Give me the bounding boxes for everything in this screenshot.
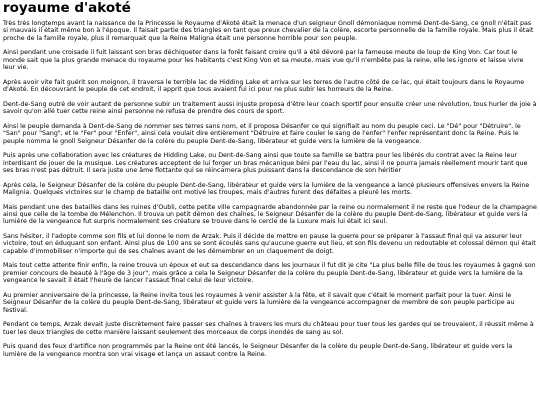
paragraph: Sans hésiter, il l'adopte comme son fils et lui donne le nom de Arzak. Puis il décide de mettre en pause la guerre pour se préparer à l'assaut final qui va assurer leur victoire, tout en éduquant son enfant. Ainsi plus de 100 ans se sont écoulés sans qu'aucune guerre eut lieu, et son fils devenu un redoutable et colossal démon qui était capable d'immobiliser n'importe qui de ses chaînes avant de les démembrer en un claquement de doigt. — [3, 233, 536, 255]
paragraph: Après cela, le Seigneur Désanfer de la colère du peuple Dent-de-Sang, libérateur et guide vers la lumière de la vengeance a lancé plusieurs offensives envers la Reine Malignia. Quelques victoires sur le champ de bataille ont motivé les troupes, mais d'autres furent des défaites a pleuré les morts. — [3, 181, 530, 197]
paragraph: Après avoir vite fait guérit son moignon, il traversa le terrible lac de Hidding Lake et arriva sur les terres de l'autre côté de ce lac, qui était toujours dans le Royaume d'Akoté. En découvrant le peuple de cet endroit, il apprit que tous avaient fui ici pour ne plus subir les horreurs de la Reine. — [3, 78, 525, 94]
paragraph: Pendant ce temps, Arzak devait juste discrètement faire passer ses chaînes à travers les murs du château pour tuer tous les gardes qui se trouvaient, il réussit même à tuer les deux triangles de cette manière laissant seulement des morceaux de corps inondés de sang au sol. — [3, 321, 534, 336]
paragraph: Au premier anniversaire de la princesse, la Reine invita tous les royaumes à venir assister à la fête, et il savait que c'était le moment parfait pour la tuer. Ainsi le Seigneur Désanfer de la colère du peuple Dent-de-Sang, libérateur et guide vers la lumière de la vengeance accompagner de membre de son peuple participe au festival. — [3, 291, 515, 314]
paragraph: Ainsi pendant une croisade il fuit laissant son bras déchiqueter dans la forêt faisant croire qu'il a été dévoré par la fameuse meute de loup de King Von. Car tout le monde sait que la plus grande menace du royaume pour les habitants c'est King Von et sa meute, mais vue qu'il n'embête pas la reine, elle les ignore et laisse vivre leur vie. — [3, 49, 524, 72]
paragraph: Mais tout cette attente finir enfin, la reine trouva un époux et eut sa descendance dans les journaux il fut dit je cite "La plus belle fille de tous les royaumes à gagné son premier concours de beauté à l'âge de 3 jour", mais grâce a cela le Seigneur Désanfer de la colère du peuple Dent-de-Sang, libérateur et guide vers la lumière de la vengeance le savait il était l'heure de lancer l'assaut final celui de leur victoire. — [3, 262, 536, 285]
page-title: royaume d'akoté — [3, 0, 131, 16]
paragraph: Dent-de-Sang outré de voir autant de personne subir un traitement aussi injuste proposa d'être leur coach sportif pour ensuite créer une révolution, tous hurler de joie à savoir qu'on allé tuer cette reine ainsi personne ne refusa de prendre des cours de sport. — [3, 100, 537, 116]
paragraph: Puis quand des feux d'artifice non programmés par la Reine ont été lancés, le Seigneur Désanfer de la colère du peuple Dent-de-Sang, libérateur et guide vers la lumière de la vengeance montra son vrai visage et lança un assaut contre la Reine. — [3, 343, 513, 358]
paragraph: Très très longtemps avant la naissance de la Princesse le Royaume d'Akoté était la menace d'un seigneur Gnoll démoniaque nommé Dent-de-Sang, ce gnoll n'était pas si mauvais il était même bon à l'époque. Il faisait partie des triangles en tant que preux chevalier de la colère, escorte personnelle de la famille royale. Mais plus il était proche de la famille royale, plus il remarquait que la Reine Maligna était une personne horrible pour son peuple. — [3, 20, 534, 42]
paragraph: Mais pendant une des batailles dans les ruines d'Oubli, cette petite ville campagnarde abandonnée par la reine ou normalement il ne reste que l'odeur de la champagne ainsi que celle de la tombe de Mélenchon. Il trouva un petit démon des chaînes, le Seigneur Désanfer de la colère du peuple Dent-de-Sang, libérateur et guide vers la lumière de la vengeance fut surpris normalement ses créature se trouve dans le cercle de la Luxure mais lui était ici seul. — [3, 203, 537, 226]
paragraph: Ainsi le peuple demanda à Dent-de-Sang de nommer ses terres sans nom, et il proposa Désanfer ce qui signifiait au nom du peuple ceci. Le "Dé" pour "Détruire", le "San" pour "Sang", et le "Fer" pour "Enfer", ainsi cela voulait dire entièrement "Détruire et faire couler le sang de l'enfer" l'enfer représentant donc la Reine. Puis le peuple nomma le gnoll Seigneur Désanfer de la colère du peuple Dent-de-Sang, libérateur et guide vers la lumière de la vengeance. — [3, 122, 521, 145]
paragraph: Puis après une collaboration avec les créatures de Hidding Lake, ou Dent-de-Sang ainsi que toute sa famille se battra pour les libérés du contrat avec la Reine leur interdisant de jouer de la musique. Les créatures acceptent de lui forger un bras mécanique béni par l'eau du lac, ainsi il ne pourra jamais réellement mourir tant que ses bras n'est pas détruit. Il sera juste une âme flottante qui se réincarnera plus puissant dans la descendance de son héritier — [3, 152, 528, 175]
article-body — [3, 20, 537, 358]
